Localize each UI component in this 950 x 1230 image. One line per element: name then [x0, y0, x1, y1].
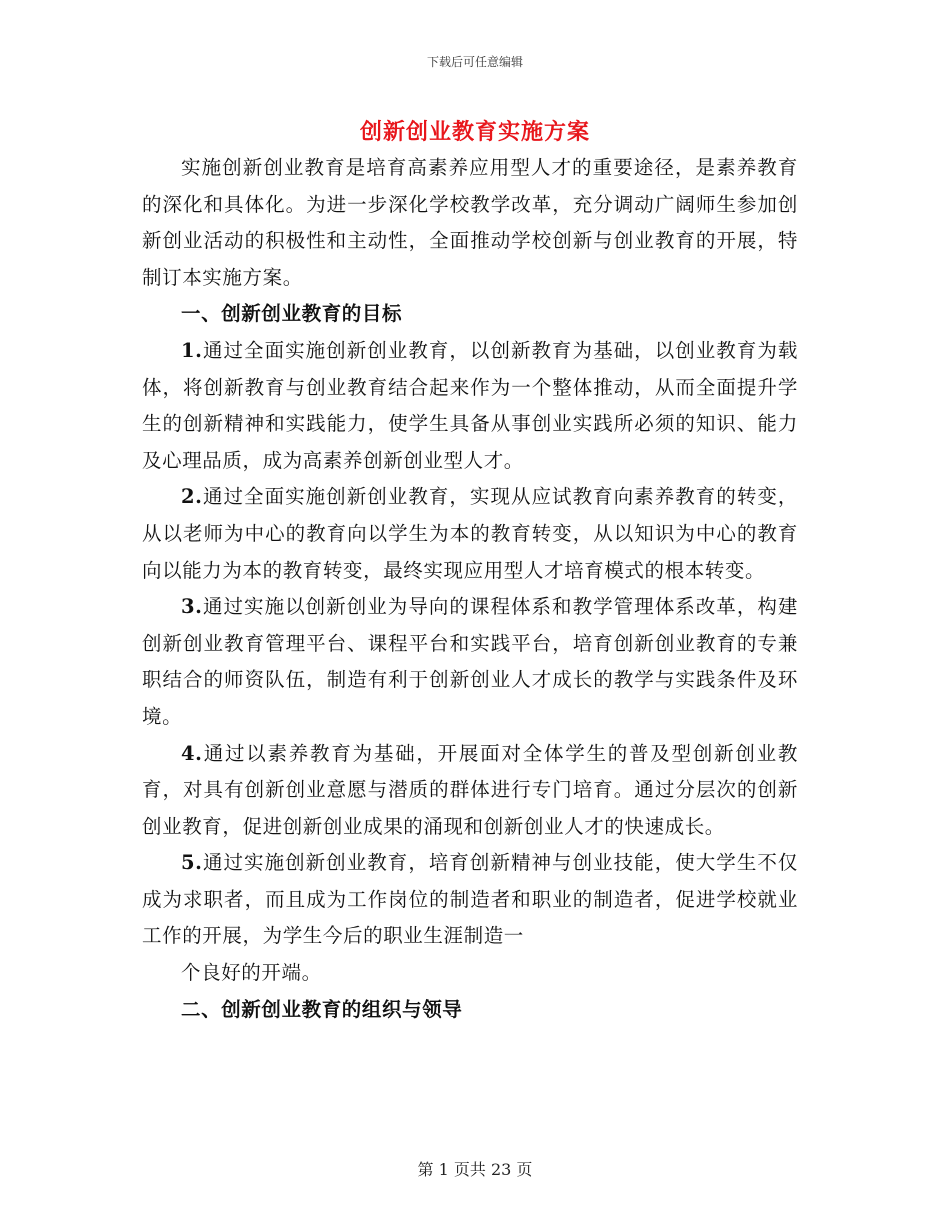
document-body — [142, 150, 798, 1028]
section-heading-goals: 一、创新创业教育的目标 — [181, 302, 403, 326]
item-number: 1. — [181, 338, 203, 362]
item-text: 通过实施创新创业教育，培育创新精神与创业技能，使大学生不仅成为求职者，而且成为工作岗位的制造者和职业的制造者，促进学校就业工作的开展，为学生今后的职业生涯制造一 — [142, 851, 798, 948]
item-text: 通过实施以创新创业为导向的课程体系和教学管理体系改革，构建创新创业教育管理平台、课程平台和实践平台，培育创新创业教育的专兼职结合的师资队伍，制造有利于创新创业人才成长的教学与实践条件及环境。 — [142, 595, 798, 728]
goal-item-5-continuation: 个良好的开端。 — [181, 961, 322, 985]
goal-item-1 — [142, 333, 798, 479]
page-header: 下载后可任意编辑 — [426, 55, 523, 69]
item-text: 通过以素养教育为基础，开展面对全体学生的普及型创新创业教育，对具有创新创业意愿与潜质的群体进行专门培育。通过分层次的创新创业教育，促进创新创业成果的涌现和创新创业人才的快速成长。 — [142, 741, 798, 838]
item-number: 5. — [181, 851, 203, 875]
item-text: 通过全面实施创新创业教育，以创新教育为基础，以创业教育为载体，将创新教育与创业教育结合起来作为一个整体推动，从而全面提升学生的创新精神和实践能力，使学生具备从事创业实践所必须的知识、能力及心理品质，成为高素养创新创业型人才。 — [142, 338, 798, 472]
section-heading-organization: 二、创新创业教育的组织与领导 — [181, 997, 463, 1021]
intro-paragraph: 实施创新创业教育是培育高素养应用型人才的重要途径，是素养教育的深化和具体化。为进一步深化学校教学改革，充分调动广阔师生参加创新创业活动的积极性和主动性，全面推动学校创新与创业教育的开展，特制订本实施方案。 — [142, 156, 798, 289]
goal-item-4 — [142, 736, 798, 846]
goal-item-3 — [142, 589, 798, 735]
goal-item-5 — [142, 845, 798, 955]
goal-item-2 — [142, 479, 798, 589]
document-title: 创新创业教育实施方案 — [359, 119, 590, 145]
item-number: 2. — [181, 485, 203, 509]
item-number: 4. — [181, 741, 203, 765]
item-text: 通过全面实施创新创业教育，实现从应试教育向素养教育的转变，从以老师为中心的教育向以学生为本的教育转变，从以知识为中心的教育向以能力为本的教育转变，最终实现应用型人才培育模式的根本转变。 — [142, 485, 798, 582]
page-footer: 第 1 页共 23 页 — [417, 1160, 533, 1179]
item-number: 3. — [181, 595, 203, 619]
